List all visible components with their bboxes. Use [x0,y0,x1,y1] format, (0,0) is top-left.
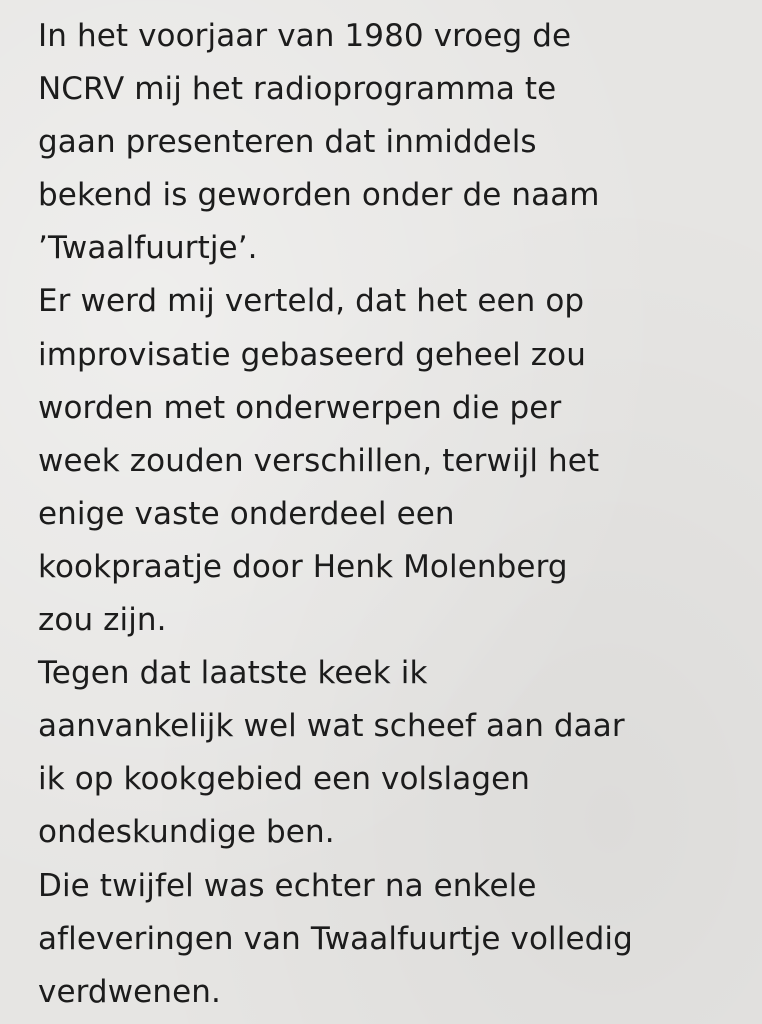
text-line: Die twijfel was echter na enkele [38,867,537,904]
text-line: NCRV mij het radioprogramma te [38,71,557,108]
text-line: Tegen dat laatste keek ik [38,655,428,692]
text-line: In het voorjaar van 1980 vroeg de [38,18,572,54]
text-line: ik op kookgebied een volslagen [38,761,531,798]
text-line: zou zijn. [38,602,167,639]
text-line: verdwenen. [38,973,221,1010]
text-line: improvisatie gebaseerd geheel zou [38,336,586,373]
text-line: week zouden verschillen, terwijl het [38,442,600,479]
text-line: afleveringen van Twaalfuurtje volledig [38,920,633,957]
body-text [38,10,748,1019]
text-line: Er werd mij verteld, dat het een op [38,283,585,320]
text-line: ondeskundige ben. [38,814,335,851]
text-line: kookpraatje door Henk Molenberg [38,548,568,585]
text-line: ’Twaalfuurtje’. [38,230,258,267]
text-line: enige vaste onderdeel een [38,495,455,532]
text-line: aanvankelijk wel wat scheef aan daar [38,708,625,745]
text-line: bekend is geworden onder de naam [38,177,600,214]
text-line: gaan presenteren dat inmiddels [38,124,537,161]
text-line: worden met onderwerpen die per [38,389,562,426]
